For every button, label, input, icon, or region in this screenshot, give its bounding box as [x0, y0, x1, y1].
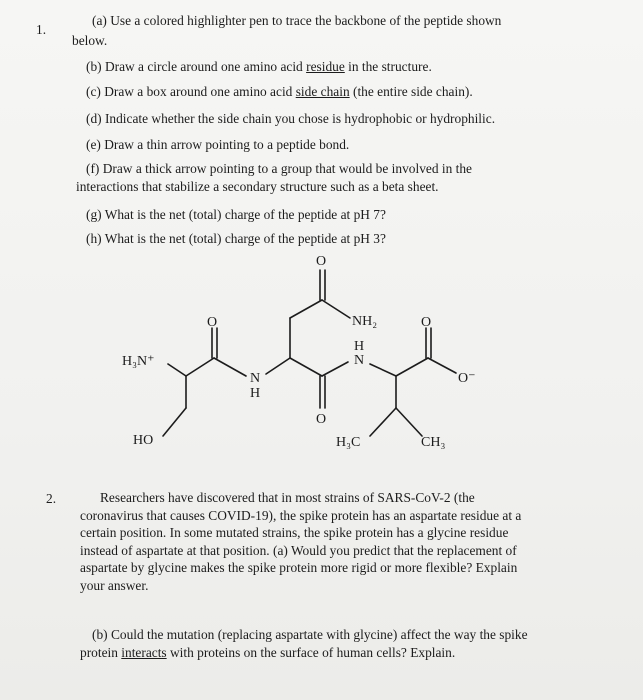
- q2-line-4: instead of aspartate at that position. (a) Would you predict that the replacement of: [80, 542, 517, 558]
- q1-part-b-pre: (b) Draw a circle around one amino acid: [86, 59, 307, 74]
- q1-part-f-line1: (f) Draw a thick arrow pointing to a group that would be involved in the: [86, 161, 473, 176]
- carboxylate-label: O⁻: [458, 371, 476, 386]
- bond-n2-ca2: [266, 358, 290, 374]
- q1-part-h: (h) What is the net (total) charge of the peptide at pH 3?: [86, 231, 386, 246]
- q1-part-b-post: in the structure.: [344, 59, 432, 74]
- bond-cg-nh2: [322, 300, 350, 318]
- bond-n-ca1: [168, 364, 186, 376]
- carbonyl-oxygen-2: O: [316, 412, 327, 427]
- question-2-number: 2.: [46, 491, 57, 506]
- q2-paragraph: [80, 489, 521, 594]
- methyl-left-label: H₃C: [336, 435, 361, 450]
- q2-interacts-link: interacts: [121, 644, 167, 660]
- q1-part-a-line1: (a) Use a colored highlighter pen to trace the backbone of the peptide shown: [92, 13, 502, 28]
- q2-line-5: aspartate by glycine makes the spike protein more rigid or more flexible? Explain: [80, 560, 518, 575]
- bond-ca1-c1: [186, 358, 214, 376]
- bond-c1-n2: [214, 358, 246, 376]
- amide-nh2-label: NH₂: [352, 314, 378, 329]
- sidechain-oxygen: O: [316, 254, 327, 269]
- amide-h-1: H: [250, 386, 261, 401]
- q1-part-f-line2: interactions that stabilize a secondary structure such as a beta sheet.: [76, 179, 439, 194]
- amide-n-1: N: [250, 371, 261, 386]
- q1-part-c-pre: (c) Draw a box around one amino acid: [86, 84, 296, 99]
- amide-n-2: N: [354, 353, 365, 368]
- carbonyl-oxygen-3: O: [421, 315, 432, 330]
- q2-line-2: coronavirus that causes COVID-19), the spike protein has an aspartate residue at a: [80, 507, 522, 523]
- q2-line-1: Researchers have discovered that in most strains of SARS-CoV-2 (the: [100, 490, 475, 505]
- bond-n3-ca3: [370, 364, 396, 376]
- bond-cb-oh: [163, 408, 186, 436]
- q2-line-3: certain position. In some mutated strains, the spike protein has a glycine residue: [80, 525, 509, 540]
- bond-ca2-c2: [290, 358, 322, 376]
- bond-c3-ominus: [428, 358, 456, 373]
- q1-part-e: (e) Draw a thin arrow pointing to a peptide bond.: [86, 137, 350, 152]
- methyl-right-label: CH₃: [421, 435, 446, 450]
- question-1-number: 1.: [36, 22, 47, 37]
- q2-part-b-line2-pre: protein: [80, 644, 122, 660]
- bond-ca3-c3: [396, 358, 428, 376]
- q2-part-b-line1: (b) Could the mutation (replacing aspartate with glycine) affect the way the spike: [92, 627, 528, 642]
- peptide-bonds: [163, 270, 456, 436]
- bond-c2-n3: [322, 362, 348, 376]
- q1-part-a-line2: below.: [72, 33, 108, 48]
- q2-part-b: [80, 626, 528, 661]
- carbonyl-oxygen-1: O: [207, 315, 218, 330]
- q1-residue-link: residue: [306, 59, 345, 74]
- q2-line-6: your answer.: [80, 577, 149, 593]
- q1-part-g: (g) What is the net (total) charge of the peptide at pH 7?: [86, 207, 386, 222]
- n-terminus-label: H₃N⁺: [122, 354, 155, 369]
- bond-cb-ch3-right: [396, 408, 422, 436]
- q2-part-b-line2: [80, 644, 528, 662]
- q1-side-chain-link: side chain: [295, 84, 350, 99]
- q1-part-d: (d) Indicate whether the side chain you chose is hydrophobic or hydrophilic.: [86, 111, 496, 126]
- bond-cb-cg: [290, 300, 322, 318]
- hydroxyl-label: HO: [133, 433, 154, 448]
- q1-part-c-post: (the entire side chain).: [349, 84, 473, 99]
- q2-part-b-line2-post: with proteins on the surface of human cells? Explain.: [166, 644, 456, 660]
- amide-h-2: H: [354, 339, 365, 354]
- bond-cb-ch3-left: [370, 408, 396, 436]
